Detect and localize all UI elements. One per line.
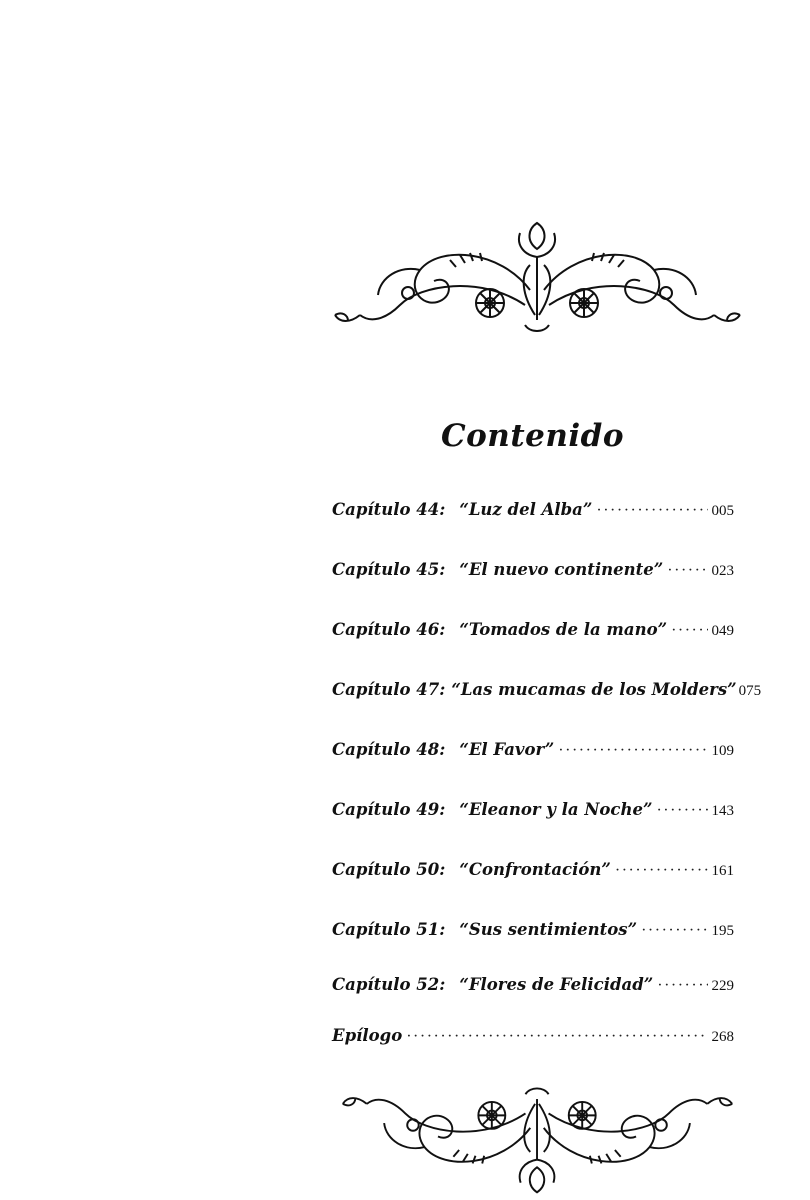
page-title: Contenido <box>440 418 625 454</box>
toc-page-number: 161 <box>711 863 734 879</box>
top-floral-ornament <box>330 215 745 345</box>
toc-chapter-label: Capítulo 44: <box>332 500 446 519</box>
toc-page-number: 005 <box>711 503 734 519</box>
toc-chapter-title: “Tomados de la mano” <box>459 620 668 639</box>
toc-chapter-title: “El Favor” <box>459 740 555 759</box>
bottom-floral-ornament <box>330 1075 745 1200</box>
toc-chapter-title: “Eleanor y la Noche” <box>459 800 653 819</box>
toc-page-number: 195 <box>711 923 734 939</box>
toc-leader-dots <box>615 862 708 880</box>
toc-chapter-label: Capítulo 49: <box>332 800 446 819</box>
toc-row <box>332 560 734 590</box>
floral-ornament-icon <box>330 1075 745 1200</box>
toc-leader-dots <box>667 562 707 580</box>
toc-leader-dots <box>558 742 707 760</box>
toc-page-number: 268 <box>711 1029 734 1045</box>
toc-row <box>332 975 734 1005</box>
toc-chapter-title: “El nuevo continente” <box>459 560 664 579</box>
toc-row <box>332 620 734 650</box>
toc-chapter-label: Capítulo 45: <box>332 560 446 579</box>
toc-chapter-title: “Confrontación” <box>459 860 611 879</box>
toc-page-number: 075 <box>738 683 762 699</box>
toc-leader-dots <box>596 502 707 520</box>
toc-chapter-title: “Luz del Alba” <box>459 500 593 519</box>
toc-chapter-label: Epílogo <box>332 1026 403 1045</box>
toc-page-number: 049 <box>711 623 734 639</box>
toc-row <box>332 800 734 830</box>
toc-row <box>332 500 734 530</box>
toc-chapter-label: Capítulo 47: <box>332 680 446 699</box>
toc-row <box>332 920 734 950</box>
toc-chapter-label: Capítulo 46: <box>332 620 446 639</box>
toc-page-number: 023 <box>711 563 734 579</box>
toc-row <box>332 1026 734 1056</box>
toc-chapter-label: Capítulo 48: <box>332 740 446 759</box>
floral-ornament-icon <box>330 215 745 345</box>
toc-leader-dots <box>671 622 707 640</box>
toc-page-number: 143 <box>711 803 734 819</box>
toc-row <box>332 860 734 890</box>
toc-chapter-label: Capítulo 50: <box>332 860 446 879</box>
toc-chapter-title: “Las mucamas de los Molders” <box>451 680 737 699</box>
toc-chapter-title: “Sus sentimientos” <box>459 920 638 939</box>
toc-chapter-label: Capítulo 52: <box>332 975 446 994</box>
toc-row <box>332 680 762 710</box>
toc-chapter-title: “Flores de Felicidad” <box>459 975 654 994</box>
toc-chapter-label: Capítulo 51: <box>332 920 446 939</box>
toc-page-number: 109 <box>711 743 734 759</box>
toc-leader-dots <box>641 922 707 940</box>
toc-leader-dots <box>656 802 707 820</box>
toc-row <box>332 740 734 770</box>
toc-page-number: 229 <box>711 978 734 994</box>
toc-leader-dots <box>406 1028 707 1046</box>
toc-leader-dots <box>657 977 707 995</box>
